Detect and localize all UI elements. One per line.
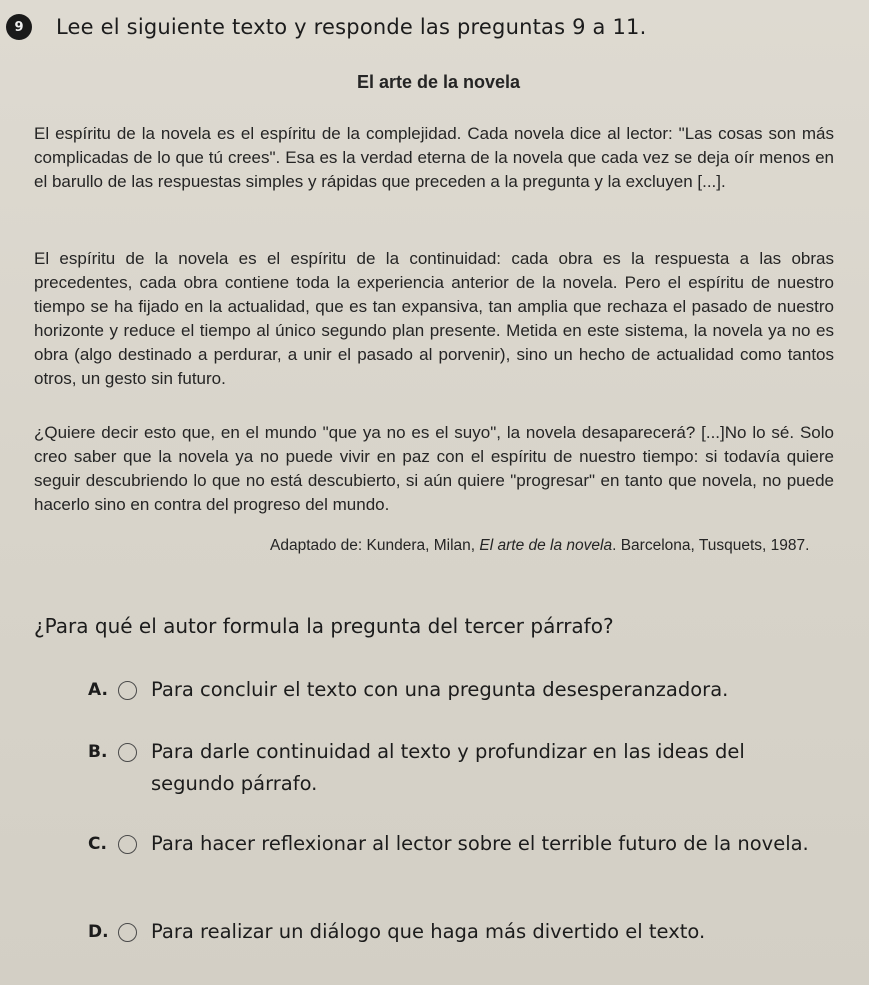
source-suffix: . Barcelona, Tusquets, 1987.: [612, 537, 810, 554]
paragraph-2: El espíritu de la novela es el espíritu de la continuidad: cada obra es la respuesta a las obras precedentes, cada obra contiene toda la experiencia anterior de la novela. Pero el espíritu de nuestro tiempo se ha fijado en la actualidad, que es tan expansiva, tan amplia que rechaza el pasado de nuestro horizonte y reduce el tiempo al único segundo plan presente. Metida en este sistema, la novela ya no es obra (algo destinado a perdurar, a unir el pasado al porvenir), sino un hecho de actualidad como tantos otros, un gesto sin futuro.: [34, 249, 834, 388]
option-c[interactable]: [88, 828, 831, 860]
option-c-text: Para hacer reflexionar al lector sobre el terrible futuro de la novela.: [151, 832, 809, 855]
question-header: [6, 14, 647, 40]
option-b-text: Para darle continuidad al texto y profundizar en las ideas del segundo párrafo.: [151, 740, 745, 795]
option-d-text: Para realizar un diálogo que haga más divertido el texto.: [151, 920, 706, 943]
option-a-radio[interactable]: [118, 681, 137, 700]
source-book-title: El arte de la novela: [479, 537, 613, 554]
source-prefix: Adaptado de: Kundera, Milan,: [270, 537, 480, 554]
question-number-badge: 9: [6, 14, 32, 40]
option-d-radio[interactable]: [118, 923, 137, 942]
option-b-radio[interactable]: [118, 743, 137, 762]
option-c-letter: C.: [88, 834, 107, 854]
source-citation: [270, 537, 809, 555]
option-a[interactable]: [88, 674, 831, 706]
option-d-letter: D.: [88, 922, 109, 942]
option-c-radio[interactable]: [118, 835, 137, 854]
option-b-letter: B.: [88, 742, 108, 762]
instruction-text: Lee el siguiente texto y responde las preguntas 9 a 11.: [56, 15, 647, 39]
option-b[interactable]: [88, 736, 831, 800]
option-a-letter: A.: [88, 680, 108, 700]
question-prompt: ¿Para qué el autor formula la pregunta del tercer párrafo?: [34, 614, 614, 638]
paragraph-3: ¿Quiere decir esto que, en el mundo "que ya no es el suyo", la novela desaparecerá? [...]No lo sé. Solo creo saber que la novela ya no puede vivir en paz con el espíritu de nuestro tiempo: si todavía quiere seguir descubriendo lo que no está descubierto, si aún quiere "progresar" en tanto que novela, no puede hacerlo sino en contra del progreso del mundo.: [34, 423, 834, 514]
reading-passage: [0, 72, 869, 554]
passage-title: El arte de la novela: [356, 72, 521, 92]
option-d[interactable]: [88, 916, 831, 948]
option-a-text: Para concluir el texto con una pregunta desesperanzadora.: [151, 678, 729, 701]
paragraph-1: El espíritu de la novela es el espíritu de la complejidad. Cada novela dice al lector: "Las cosas son más complicadas de lo que tú crees". Esa es la verdad eterna de la novela que cada vez se deja oír menos en el barullo de las respuestas simples y rápidas que preceden a la pregunta y la excluyen [...].: [34, 124, 834, 191]
